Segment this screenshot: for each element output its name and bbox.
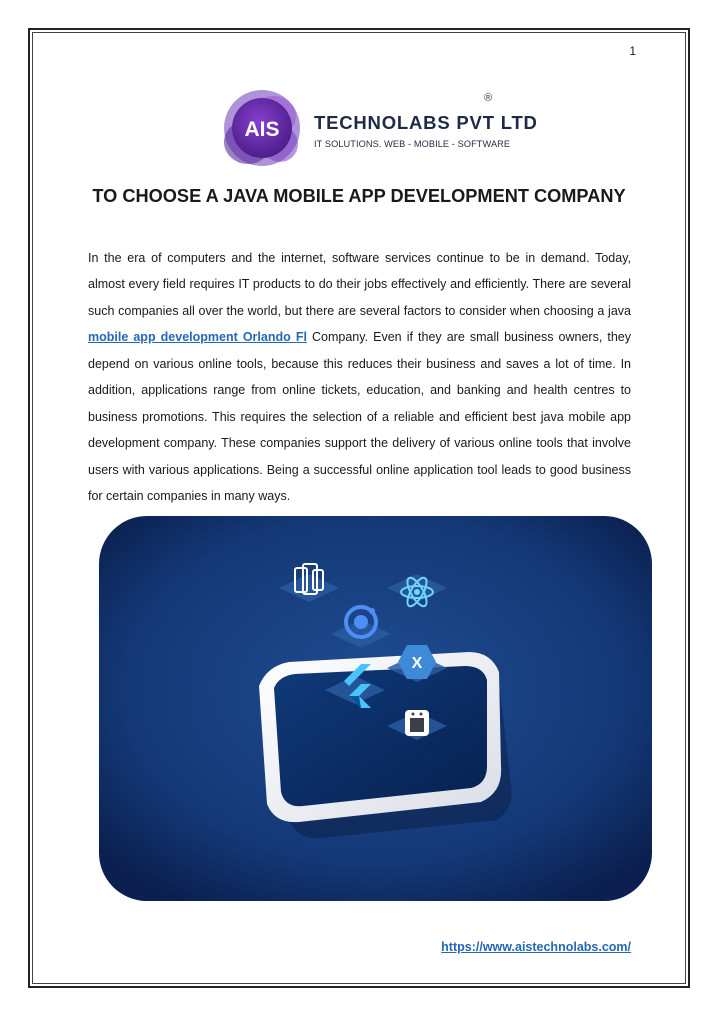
logo-tagline: IT SOLUTIONS. WEB - MOBILE - SOFTWARE: [314, 139, 511, 149]
svg-text:X: X: [411, 655, 423, 672]
hero-image: [99, 516, 652, 901]
logo-company-name: TECHNOLABS PVT LTD: [314, 112, 538, 133]
page-title: TO CHOOSE A JAVA MOBILE APP DEVELOPMENT COMPANY: [92, 186, 626, 206]
paragraph-text-start: In the era of computers and the internet, software services continue to be in demand. Today, almost every field requires IT products to do their jobs effectively and efficiently. There are several such companies all over the world, but there are several factors to consider when choosing a java: [88, 250, 631, 318]
service-link[interactable]: mobile app development Orlando Fl: [88, 330, 307, 344]
website-link[interactable]: https://www.aistechnolabs.com/: [441, 940, 631, 954]
body-paragraph: [88, 245, 631, 510]
smartphone: [259, 652, 512, 838]
company-logo: [218, 86, 538, 172]
logo-mark-text: AIS: [244, 118, 280, 141]
logo-mark: [224, 90, 300, 166]
registered-mark: ®: [484, 92, 493, 104]
android-icon: [405, 710, 429, 736]
page-number: 1: [629, 44, 636, 58]
paragraph-text-end: Company. Even if they are small business owners, they depend on various online tools, because this reduces their business and saves a lot of time. In addition, applications range from online tickets, education, and banking and health centres to business promotions. This requires the selection of a reliable and efficient best java mobile app development company. These companies support the delivery of various online tools that involve users with various applications. Being a successful online application tool leads to good business for certain companies in many ways.: [88, 330, 631, 503]
